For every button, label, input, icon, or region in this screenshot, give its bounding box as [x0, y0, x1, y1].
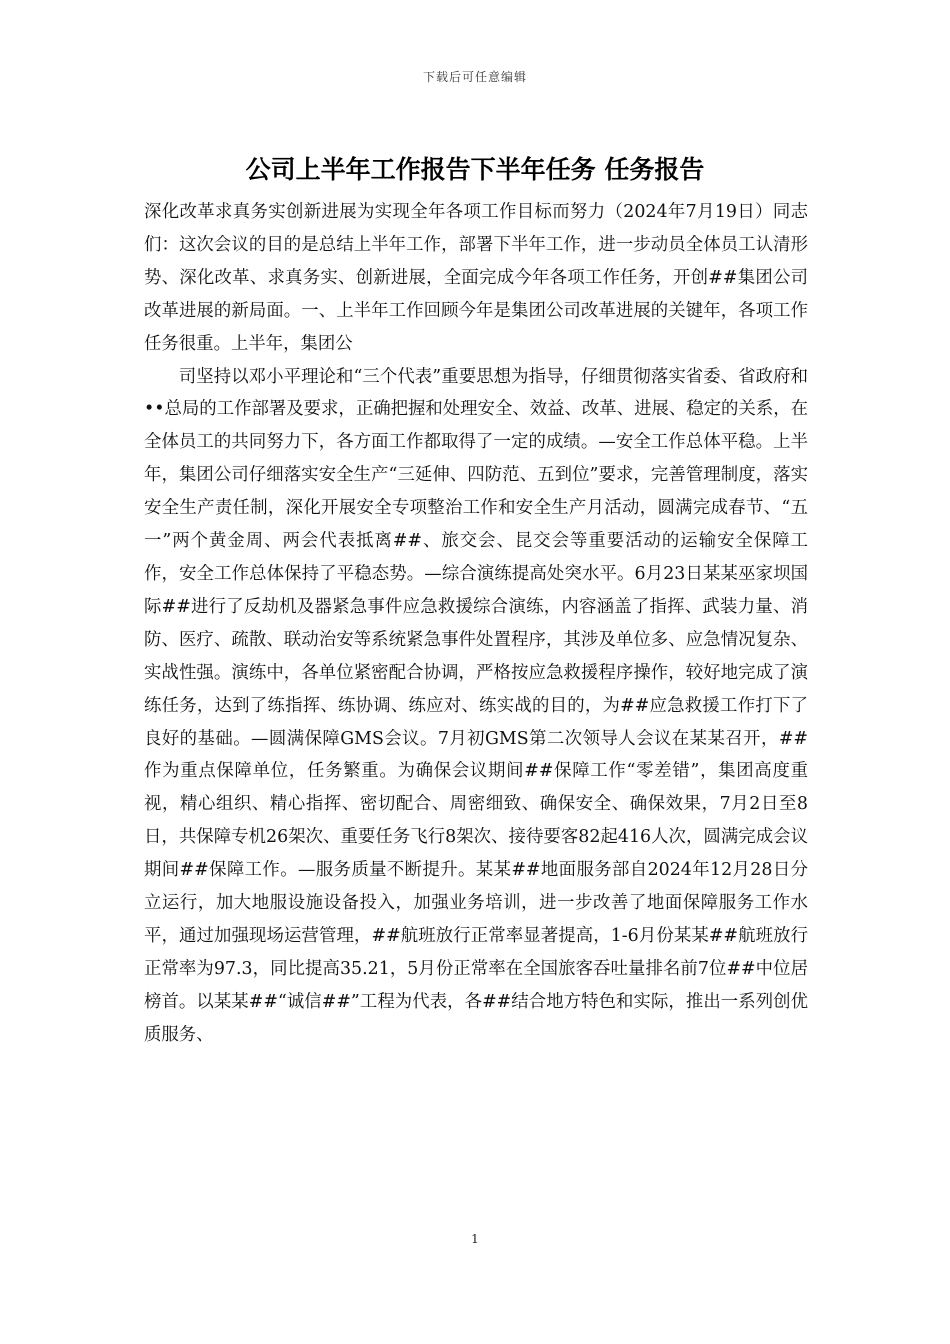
document-body	[144, 196, 808, 1052]
document-title: 公司上半年工作报告下半年任务 任务报告	[245, 155, 705, 184]
page-number: 1	[471, 1232, 479, 1246]
paragraph-intro: 深化改革求真务实创新进展为实现全年各项工作目标而努力（2024年7月19日）同志们：这次会议的目的是总结上半年工作，部署下半年工作，进一步动员全体员工认清形势、深化改革、求真务实、创新进展，全面完成今年各项工作任务，开创##集团公司改革进展的新局面。一、上半年工作回顾今年是集团公司改革进展的关键年，各项工作任务很重。上半年，集团公	[144, 202, 808, 354]
paragraph-review: 司坚持以邓小平理论和“三个代表”重要思想为指导，仔细贯彻落实省委、省政府和••总局的工作部署及要求，正确把握和处理安全、效益、改革、进展、稳定的关系，在全体员工的共同努力下，各方面工作都取得了一定的成绩。—安全工作总体平稳。上半年，集团公司仔细落实安全生产“三延伸、四防范、五到位”要求，完善管理制度，落实安全生产责任制，深化开展安全专项整治工作和安全生产月活动，圆满完成春节、“五一”两个黄金周、两会代表抵离##、旅交会、昆交会等重要活动的运输安全保障工作，安全工作总体保持了平稳态势。—综合演练提高处突水平。6月23日某某巫家坝国际##进行了反劫机及器紧急事件应急救援综合演练，内容涵盖了指挥、武装力量、消防、医疗、疏散、联动治安等系统紧急事件处置程序，其涉及单位多、应急情况复杂、实战性强。演练中，各单位紧密配合协调，严格按应急救援程序操作，较好地完成了演练任务，达到了练指挥、练协调、练应对、练实战的目的，为##应急救援工作打下了良好的基础。—圆满保障GMS会议。7月初GMS第二次领导人会议在某某召开，##作为重点保障单位，任务繁重。为确保会议期间##保障工作“零差错”，集团高度重视，精心组织、精心指挥、密切配合、周密细致、确保安全、确保效果，7月2日至8日，共保障专机26架次、重要任务飞行8架次、接待要客82起416人次，圆满完成会议期间##保障工作。—服务质量不断提升。某某##地面服务部自2024年12月28日分立运行，加大地服设施设备投入，加强业务培训，进一步改善了地面保障服务工作水平，通过加强现场运营管理，##航班放行正常率显著提高，1-6月份某某##航班放行正常率为97.3，同比提高35.21，5月份正常率在全国旅客吞吐量排名前7位##中位居榜首。以某某##“诚信##”工程为代表，各##结合地方特色和实际，推出一系列创优质服务、	[144, 366, 808, 1045]
page-header-note: 下载后可任意编辑	[422, 70, 527, 84]
